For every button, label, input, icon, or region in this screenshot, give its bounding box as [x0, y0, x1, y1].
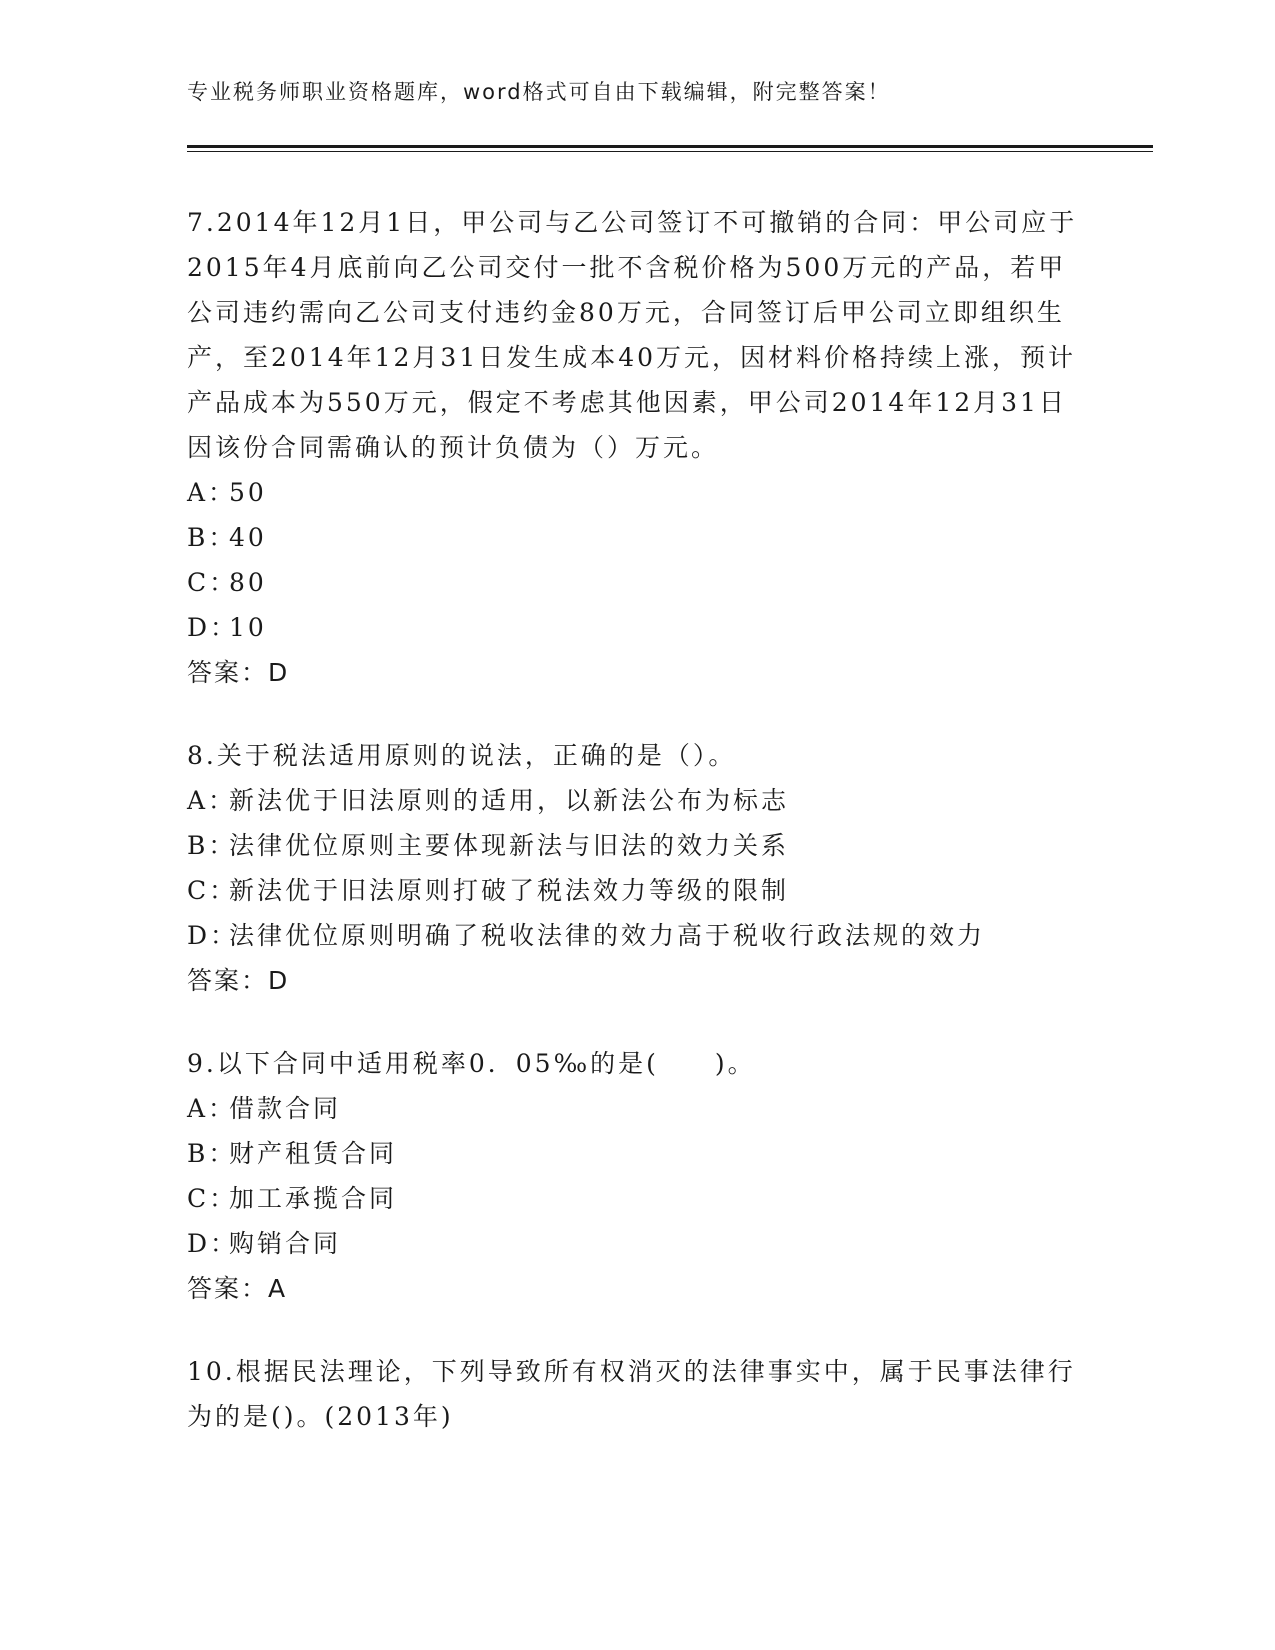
option-d: [187, 913, 1087, 958]
question-8: [187, 733, 1087, 1003]
option-key: B：: [187, 1139, 237, 1168]
question-text: 8.关于税法适用原则的说法，正确的是（）。: [187, 741, 737, 770]
option-text: 新法优于旧法原则的适用，以新法公布为标志: [229, 786, 790, 815]
option-d: [187, 1221, 1087, 1266]
option-key: B：: [187, 831, 237, 860]
answer: 答案：A: [187, 1274, 288, 1303]
header-divider-thin: [187, 151, 1153, 152]
option-key: D：: [187, 1229, 239, 1258]
option-b: [187, 1131, 1087, 1176]
option-key: C：: [187, 1184, 238, 1213]
option-text: 财产租赁合同: [229, 1139, 398, 1168]
option-text: 新法优于旧法原则打破了税法效力等级的限制: [229, 876, 790, 905]
option-key: C：: [187, 876, 238, 905]
option-a: [187, 778, 1087, 823]
option-text: 法律优位原则明确了税收法律的效力高于税收行政法规的效力: [229, 921, 986, 950]
option-text: 50: [229, 478, 267, 507]
page-header: 专业税务师职业资格题库，word格式可自由下载编辑，附完整答案！: [187, 80, 891, 104]
option-text: 法律优位原则主要体现新法与旧法的效力关系: [229, 831, 790, 860]
option-key: D：: [187, 613, 239, 642]
question-10: [187, 1349, 1087, 1439]
option-c: [187, 560, 1087, 605]
question-9: [187, 1041, 1087, 1311]
question-text: 7.2014年12月1日，甲公司与乙公司签订不可撤销的合同：甲公司应于2015年4月底前向乙公司交付一批不含税价格为500万元的产品，若甲公司违约需向乙公司支付违约金80万元，合同签订后甲公司立即组织生产，至2014年12月31日发生成本40万元，因材料价格持续上涨，预计产品成本为550万元，假定不考虑其他因素，甲公司2014年12月31日因该份合同需确认的预计负债为（）万元。: [187, 208, 1078, 462]
option-key: B：: [187, 523, 237, 552]
option-key: A：: [187, 1094, 237, 1123]
answer: 答案：D: [187, 658, 290, 687]
option-c: [187, 1176, 1087, 1221]
answer: 答案：D: [187, 966, 290, 995]
question-text: 10.根据民法理论，下列导致所有权消灭的法律事实中，属于民事法律行为的是()。(2013年): [187, 1357, 1076, 1431]
option-d: [187, 605, 1087, 650]
option-a: [187, 470, 1087, 515]
option-key: A：: [187, 478, 237, 507]
question-list: [187, 200, 1087, 1477]
option-text: 借款合同: [229, 1094, 342, 1123]
option-key: D：: [187, 921, 239, 950]
option-b: [187, 823, 1087, 868]
header-divider-thick: [187, 145, 1153, 148]
option-key: C：: [187, 568, 238, 597]
option-b: [187, 515, 1087, 560]
option-text: 10: [229, 613, 267, 642]
option-a: [187, 1086, 1087, 1131]
option-text: 购销合同: [229, 1229, 342, 1258]
option-text: 40: [229, 523, 267, 552]
question-7: [187, 200, 1087, 695]
option-key: A：: [187, 786, 237, 815]
option-c: [187, 868, 1087, 913]
option-text: 80: [229, 568, 267, 597]
option-text: 加工承揽合同: [229, 1184, 398, 1213]
question-text: 9.以下合同中适用税率0．05‰的是( )。: [187, 1049, 756, 1078]
